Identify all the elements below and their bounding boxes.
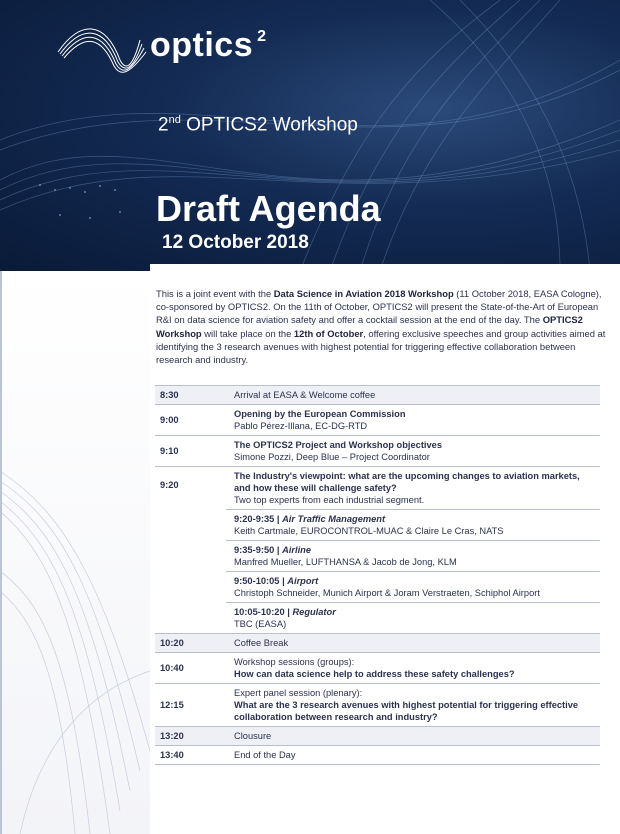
agenda-item-title: How can data science help to address these safety challenges? bbox=[234, 669, 515, 679]
agenda-subrow: 9:50-10:05 | Airport Christoph Schneider, Munich Airport & Joram Verstraeten, Schiphol Airport bbox=[155, 572, 600, 603]
agenda-item-title: Coffee Break bbox=[226, 634, 600, 653]
agenda-row bbox=[155, 436, 600, 467]
subitem-time: 9:35-9:50 bbox=[234, 545, 275, 555]
content-tab bbox=[150, 264, 620, 272]
agenda-item-title: Clousure bbox=[226, 727, 600, 746]
agenda-time: 9:20 bbox=[155, 467, 226, 634]
agenda-row bbox=[155, 634, 600, 653]
subitem-time: 9:50-10:05 bbox=[234, 576, 280, 586]
agenda-item-session-type: Expert panel session (plenary): bbox=[234, 688, 363, 698]
agenda-time: 9:00 bbox=[155, 405, 226, 436]
agenda-time: 9:10 bbox=[155, 436, 226, 467]
agenda-item-title: Arrival at EASA & Welcome coffee bbox=[226, 386, 600, 405]
left-border-line bbox=[0, 271, 2, 834]
workshop-title: 2nd OPTICS2 Workshop bbox=[158, 114, 358, 136]
agenda-time: 10:20 bbox=[155, 634, 226, 653]
agenda-item-title: End of the Day bbox=[226, 746, 600, 765]
agenda-row bbox=[155, 386, 600, 405]
subitem-speakers: Christoph Schneider, Munich Airport & Joram Verstraeten, Schiphol Airport bbox=[234, 588, 540, 598]
agenda-time: 8:30 bbox=[155, 386, 226, 405]
agenda-table bbox=[155, 385, 600, 765]
agenda-item-session-type: Workshop sessions (groups): bbox=[234, 657, 355, 667]
agenda-subrow: 10:05-10:20 | Regulator TBC (EASA) bbox=[155, 603, 600, 634]
agenda-item-speaker: Simone Pozzi, Deep Blue – Project Coordinator bbox=[234, 452, 430, 462]
subitem-segment: Regulator bbox=[292, 607, 336, 617]
agenda-item-title: The Industry's viewpoint: what are the upcoming changes to aviation markets, and how these will challenge safety? bbox=[234, 471, 580, 493]
subitem-segment: Airport bbox=[287, 576, 319, 586]
agenda-time: 10:40 bbox=[155, 653, 226, 684]
agenda-row bbox=[155, 727, 600, 746]
intro-paragraph: This is a joint event with the Data Science in Aviation 2018 Workshop (11 October 2018, EASA Cologne), co-sponsored by OPTICS2. On the 11th of October, OPTICS2 will present the State-of-the-Art of European R&I on data science for aviation safety and offer a cocktail session at the end of the day. The OPTICS2 Workshop will take place on the 12th of October, offering exclusive speeches and group activities aimed at identifying the 3 research avenues with highest potential for triggering effective collaboration between research and industry. bbox=[156, 288, 606, 366]
sidebar-wave-graphic bbox=[0, 271, 150, 834]
agenda-row bbox=[155, 684, 600, 727]
agenda-time: 12:15 bbox=[155, 684, 226, 727]
agenda-item-title: The OPTICS2 Project and Workshop objectives bbox=[234, 440, 443, 450]
agenda-time: 13:40 bbox=[155, 746, 226, 765]
agenda-item-title: Opening by the European Commission bbox=[234, 409, 406, 419]
agenda-time: 13:20 bbox=[155, 727, 226, 746]
subitem-segment: Air Traffic Management bbox=[282, 514, 386, 524]
subitem-speakers: Keith Cartmale, EUROCONTROL-MUAC & Claire Le Cras, NATS bbox=[234, 526, 504, 536]
agenda-row bbox=[155, 746, 600, 765]
subitem-time: 9:20-9:35 bbox=[234, 514, 275, 524]
left-decoration bbox=[0, 271, 150, 834]
agenda-row bbox=[155, 467, 600, 510]
subitem-speakers: TBC (EASA) bbox=[234, 619, 287, 629]
optics-logo-wave-icon bbox=[58, 29, 146, 72]
agenda-item-subtitle: Two top experts from each industrial segment. bbox=[234, 495, 425, 505]
subitem-time: 10:05-10:20 bbox=[234, 607, 285, 617]
agenda-item-speaker: Pablo Pérez-Illana, EC-DG-RTD bbox=[234, 421, 368, 431]
subitem-segment: Airline bbox=[282, 545, 312, 555]
header-banner bbox=[0, 0, 620, 271]
agenda-row bbox=[155, 653, 600, 684]
optics-logo-text: optics $^2$ bbox=[150, 26, 267, 64]
subitem-speakers: Manfred Mueller, LUFTHANSA & Jacob de Jong, KLM bbox=[234, 557, 457, 567]
agenda-item-title: What are the 3 research avenues with highest potential for triggering effective collaboration between research and industry? bbox=[234, 700, 579, 722]
agenda-date: 12 October 2018 bbox=[162, 232, 309, 253]
page-title: Draft Agenda bbox=[156, 188, 381, 229]
agenda-subrow: 9:35-9:50 | Airline Manfred Mueller, LUFTHANSA & Jacob de Jong, KLM bbox=[155, 541, 600, 572]
agenda-subrow: 9:20-9:35 | Air Traffic Management Keith Cartmale, EUROCONTROL-MUAC & Claire Le Cras, NATS bbox=[155, 510, 600, 541]
agenda-row bbox=[155, 405, 600, 436]
